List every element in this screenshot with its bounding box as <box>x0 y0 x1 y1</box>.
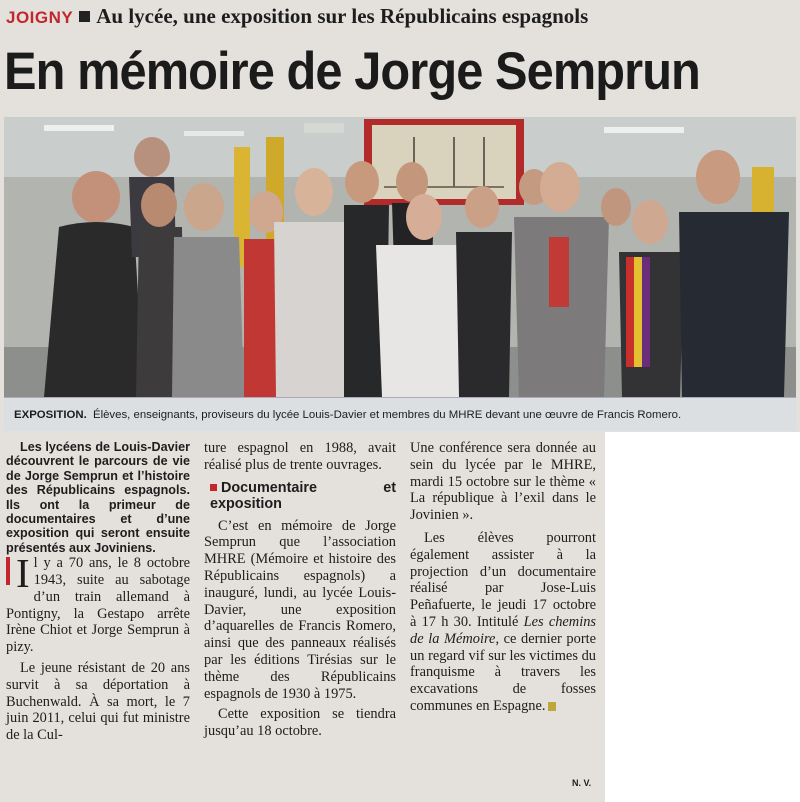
end-mark-icon <box>548 702 556 711</box>
paragraph-2-part-1: Le jeune résistant de 20 ans survit à sa déportation à Buchenwald. À sa mort, le 7 juin 2011, celui qui fut ministre de la Cul- <box>6 660 190 744</box>
paragraph-6: Les élèves pourront également assister à la projection d’un documentaire réalisé par Jose-Luis Peñafuerte, le jeudi 17 octobre à 17 h 30. Intitulé Les chemins de la Mémoire, ce dernier porte un regard vif sur les victimes du franquisme à travers les excavations de fosses communes en Espagne. <box>410 529 596 714</box>
paragraph-5: Une conférence sera donnée au sein du lycée par le MHRE, mardi 15 octobre sur le thème « La république à l’exil dans le Jovinien ». <box>410 440 596 524</box>
subhead-square-icon <box>210 484 217 491</box>
kicker-line <box>6 2 796 30</box>
photo-caption <box>4 397 796 431</box>
article-column-1 <box>6 440 190 744</box>
documentary-title: Les chemins de la Mémoire <box>410 613 596 647</box>
subheading: Documentaire et exposition <box>210 479 396 512</box>
first-paragraph-wrap <box>6 550 190 656</box>
headline: En mémoire de Jorge Semprun <box>4 42 700 101</box>
article-column-2 <box>204 440 396 740</box>
group-photo-image <box>4 117 796 397</box>
byline: N. V. <box>572 778 592 788</box>
group-photo <box>4 117 796 397</box>
location-label: JOIGNY <box>6 8 74 27</box>
blank-area <box>605 432 800 802</box>
dropcap-bar <box>6 557 10 585</box>
article-lead: Les lycéens de Louis-Davier découvrent le parcours de vie de Jorge Semprun et l’histoire des Républicains espagnols. Ils ont la primeur de documentaires et d’une exposition qui seront ensuite présentés aux Joviniens. <box>6 440 190 555</box>
paragraph-1: l y a 70 ans, le 8 octobre 1943, suite au sabotage d’un train allemand à Pontigny, la Gestapo arrête Irène Chiot et Jorge Semprun à pizy. <box>6 555 190 656</box>
caption-text: Élèves, enseignants, proviseurs du lycée Louis-Davier et membres du MHRE devant une œuvre de Francis Romero. <box>92 409 682 421</box>
paragraph-2-part-2: ture espagnol en 1988, avait réalisé plus de trente ouvrages. <box>204 440 396 473</box>
paragraph-3: C’est en mémoire de Jorge Semprun que l’association MHRE (Mémoire et histoire des Républicains espagnols) a inauguré, lundi, au lycée Louis-Davier, une exposition d’aquarelles de Francis Romero, ainsi que des panneaux réalisés par les éditions Tirésias sur le thème des Républicains espagnols de 1930 à 1975. <box>204 517 396 702</box>
article-column-3 <box>410 440 596 715</box>
paragraph-4: Cette exposition se tiendra jusqu’au 18 octobre. <box>204 706 396 740</box>
kicker-subtitle: Au lycée, une exposition sur les Républicains espagnols <box>96 4 589 28</box>
dropcap: I <box>16 550 30 597</box>
caption-label: EXPOSITION. <box>14 409 87 421</box>
square-bullet-icon <box>79 11 90 22</box>
